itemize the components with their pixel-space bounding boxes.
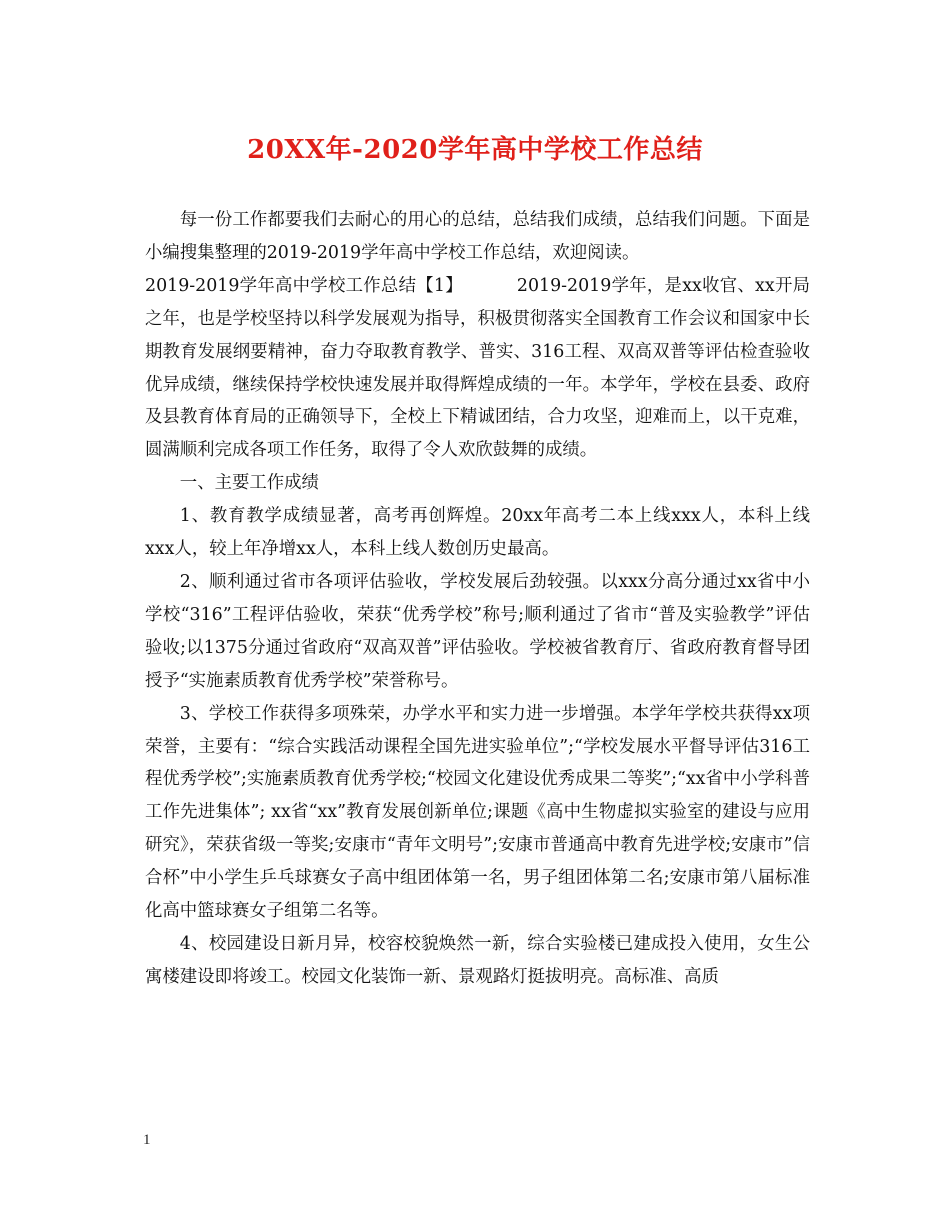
body-paragraph: 3、学校工作获得多项殊荣，办学水平和实力进一步增强。本学年学校共获得xx项荣誉，主要有：“综合实践活动课程全国先进实验单位”;“学校发展水平督导评估316工程优秀学校”;实施素质教育优秀学校;“校园文化建设优秀成果二等奖”;“xx省中小学科普工作先进集体”; xx省“xx”教育发展创新单位;课题《高中生物虚拟实验室的建设与应用研究》，荣获省级一等奖;安康市“青年文明号”;安康市普通高中教育先进学校;安康市”信合杯”中小学生乒乓球赛女子高中组团体第一名，男子组团体第二名;安康市第八届标准化高中篮球赛女子组第二名等。 [145, 703, 810, 922]
section-lead: 2019-2019学年，是xx收官、xx开局之年，也是学校坚持以科学发展观为指导，积极贯彻落实全国教育工作会议和国家中长期教育发展纲要精神，奋力夺取教育教学、普实、316工程、双高双普等评估检查验收优异成绩，继续保持学校快速发展并取得辉煌成绩的一年。本学年，学校在县委、政府及县教育体育局的正确领导下，全校上下精诚团结，合力攻坚，迎难而上，以干克难，圆满顺利完成各项工作任务，取得了令人欢欣鼓舞的成绩。 [145, 275, 810, 461]
section-heading: 2019-2019学年高中学校工作总结【1】 [145, 275, 463, 296]
body-paragraph: 1、教育教学成绩显著，高考再创辉煌。20xx年高考二本上线xxx人，本科上线xxx人，较上年净增xx人，本科上线人数创历史最高。 [145, 506, 810, 560]
document-body [145, 204, 810, 994]
subsection-heading: 一、主要工作成绩 [179, 473, 319, 494]
document-title: 20XX年-2020学年高中学校工作总结 [247, 135, 703, 165]
page-number: 1 [143, 1132, 151, 1148]
body-paragraph: 4、校园建设日新月异，校容校貌焕然一新，综合实验楼已建成投入使用，女生公寓楼建设即将竣工。校园文化装饰一新、景观路灯挺拔明亮。高标准、高质 [145, 933, 810, 987]
section-paragraph [145, 270, 810, 467]
intro-paragraph: 每一份工作都要我们去耐心的用心的总结，总结我们成绩，总结我们问题。下面是小编搜集整理的2019-2019学年高中学校工作总结，欢迎阅读。 [145, 210, 810, 263]
body-paragraph: 2、顺利通过省市各项评估验收，学校发展后劲较强。以xxx分高分通过xx省中小学校“316”工程评估验收，荣获“优秀学校”称号;顺利通过了省市“普及实验教学”评估验收;以1375分通过省政府“双高双普”评估验收。学校被省教育厅、省政府教育督导团授予“实施素质教育优秀学校”荣誉称号。 [145, 571, 810, 691]
